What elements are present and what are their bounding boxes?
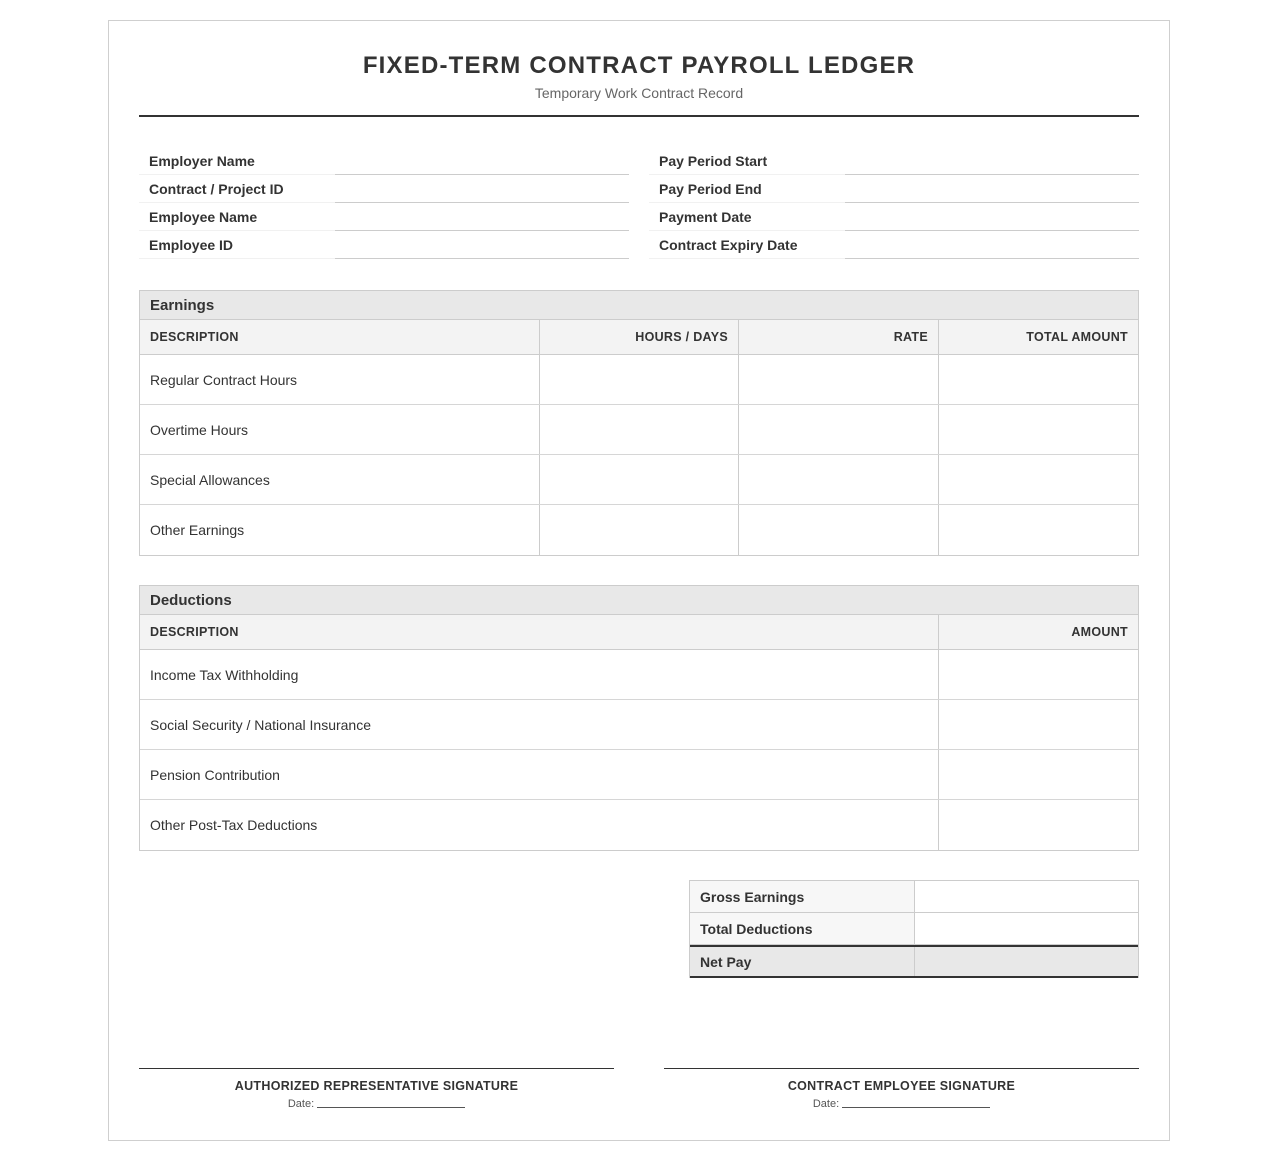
- date-label: Date:: [812, 1098, 840, 1110]
- gross-earnings-value[interactable]: [915, 881, 1138, 912]
- summary-row-net: [690, 945, 1138, 978]
- deduction-description: Other Post-Tax Deductions: [140, 800, 939, 850]
- info-row-payment-date: [649, 203, 1139, 231]
- earnings-header-row: [140, 320, 1138, 355]
- pay-period-end-field[interactable]: [845, 175, 1139, 203]
- net-pay-value[interactable]: [915, 947, 1138, 976]
- signature-title: CONTRACT EMPLOYEE SIGNATURE: [787, 1079, 1016, 1093]
- table-row: [140, 750, 1138, 800]
- table-row: [140, 800, 1138, 850]
- date-label: Date:: [287, 1098, 315, 1110]
- total-deductions-label: Total Deductions: [690, 913, 915, 944]
- earning-description: Overtime Hours: [140, 405, 540, 454]
- date-field[interactable]: [317, 1098, 465, 1108]
- deduction-description: Social Security / National Insurance: [140, 700, 939, 749]
- hours-cell[interactable]: [540, 455, 739, 504]
- info-label: Payment Date: [649, 203, 845, 231]
- deduction-description: Pension Contribution: [140, 750, 939, 799]
- earning-description: Regular Contract Hours: [140, 355, 540, 404]
- info-grid-right: [649, 147, 1139, 259]
- title-divider: [139, 115, 1139, 117]
- table-row: [140, 505, 1138, 555]
- deductions-title: Deductions: [140, 586, 1138, 615]
- hours-cell[interactable]: [540, 505, 739, 555]
- hours-cell[interactable]: [540, 405, 739, 454]
- info-row-pay-period-end: [649, 175, 1139, 203]
- employer-name-field[interactable]: [335, 147, 629, 175]
- info-label: Contract Expiry Date: [649, 231, 845, 259]
- payment-date-field[interactable]: [845, 203, 1139, 231]
- info-label: Employee Name: [139, 203, 335, 231]
- earning-description: Other Earnings: [140, 505, 540, 555]
- rate-cell[interactable]: [739, 355, 939, 404]
- employee-signature-block: [664, 1068, 1139, 1110]
- rate-cell[interactable]: [739, 455, 939, 504]
- info-row-contract-expiry: [649, 231, 1139, 259]
- pay-summary: [689, 880, 1139, 978]
- info-grid-left: [139, 147, 629, 259]
- info-row-employee-id: [139, 231, 629, 259]
- total-cell[interactable]: [939, 455, 1138, 504]
- earning-description: Special Allowances: [140, 455, 540, 504]
- gross-earnings-label: Gross Earnings: [690, 881, 915, 912]
- employee-name-field[interactable]: [335, 203, 629, 231]
- table-row: [140, 405, 1138, 455]
- total-cell[interactable]: [939, 505, 1138, 555]
- info-label: Pay Period Start: [649, 147, 845, 175]
- info-label: Pay Period End: [649, 175, 845, 203]
- signature-line[interactable]: [139, 1068, 614, 1069]
- table-row: [140, 455, 1138, 505]
- total-cell[interactable]: [939, 355, 1138, 404]
- net-pay-label: Net Pay: [690, 947, 915, 976]
- info-row-employer-name: [139, 147, 629, 175]
- deductions-table: [139, 585, 1139, 851]
- amount-cell[interactable]: [939, 650, 1138, 699]
- earnings-table: [139, 290, 1139, 556]
- amount-cell[interactable]: [939, 800, 1138, 850]
- info-row-employee-name: [139, 203, 629, 231]
- total-cell[interactable]: [939, 405, 1138, 454]
- page-title: FIXED-TERM CONTRACT PAYROLL LEDGER: [362, 52, 916, 79]
- amount-cell[interactable]: [939, 700, 1138, 749]
- info-label: Employee ID: [139, 231, 335, 259]
- table-row: [140, 650, 1138, 700]
- info-row-pay-period-start: [649, 147, 1139, 175]
- column-header-total: TOTAL AMOUNT: [1026, 330, 1128, 344]
- table-row: [140, 700, 1138, 750]
- amount-cell[interactable]: [939, 750, 1138, 799]
- info-row-contract-id: [139, 175, 629, 203]
- contract-id-field[interactable]: [335, 175, 629, 203]
- pay-period-start-field[interactable]: [845, 147, 1139, 175]
- table-row: [140, 355, 1138, 405]
- deduction-description: Income Tax Withholding: [140, 650, 939, 699]
- date-field[interactable]: [842, 1098, 990, 1108]
- info-label: Employer Name: [139, 147, 335, 175]
- column-header-amount: AMOUNT: [1071, 625, 1128, 639]
- column-header-description: DESCRIPTION: [140, 615, 939, 649]
- hours-cell[interactable]: [540, 355, 739, 404]
- rate-cell[interactable]: [739, 405, 939, 454]
- info-label: Contract / Project ID: [139, 175, 335, 203]
- earnings-title: Earnings: [140, 291, 1138, 320]
- authorized-signature-block: [139, 1068, 614, 1110]
- payroll-ledger-sheet: [108, 20, 1170, 1141]
- column-header-description: DESCRIPTION: [140, 320, 540, 354]
- signature-date: [139, 1098, 614, 1110]
- signature-date: [664, 1098, 1139, 1110]
- total-deductions-value[interactable]: [915, 913, 1138, 944]
- summary-row-deductions: [690, 913, 1138, 945]
- column-header-hours: HOURS / DAYS: [540, 320, 739, 354]
- summary-row-gross: [690, 881, 1138, 913]
- contract-expiry-field[interactable]: [845, 231, 1139, 259]
- signature-line[interactable]: [664, 1068, 1139, 1069]
- signature-title: AUTHORIZED REPRESENTATIVE SIGNATURE: [234, 1079, 519, 1093]
- employee-id-field[interactable]: [335, 231, 629, 259]
- deductions-header-row: [140, 615, 1138, 650]
- rate-cell[interactable]: [739, 505, 939, 555]
- column-header-rate: RATE: [739, 320, 939, 354]
- page-subtitle: Temporary Work Contract Record: [534, 85, 744, 101]
